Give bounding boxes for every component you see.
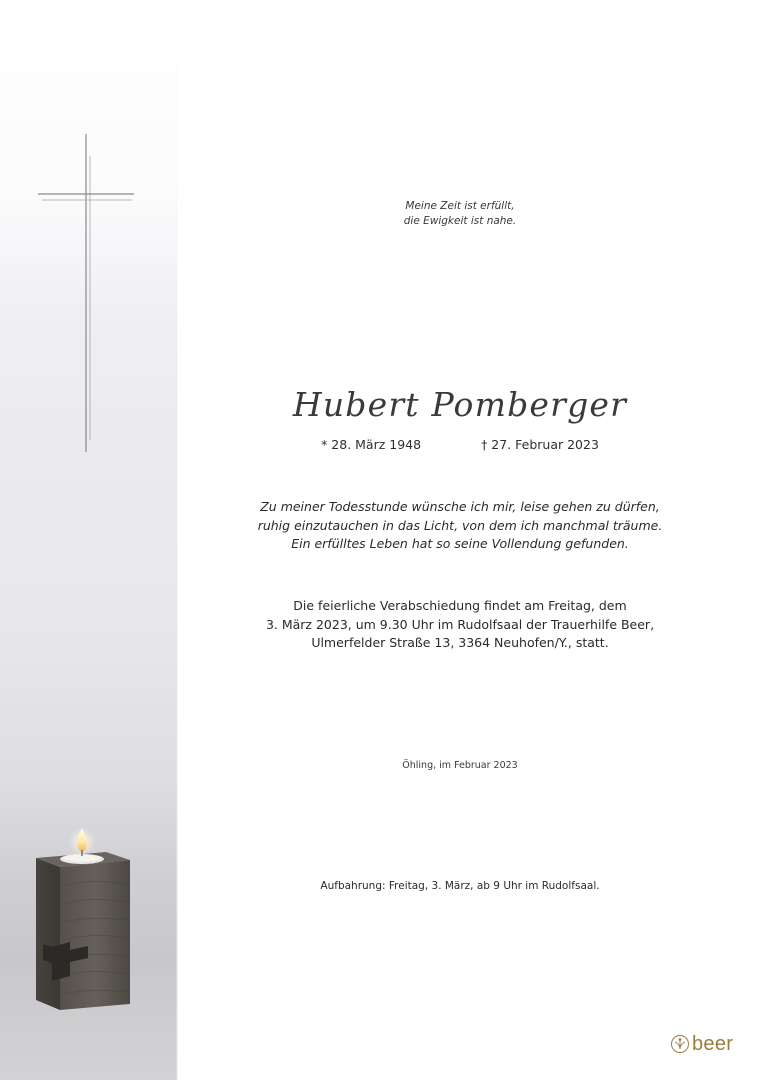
quote-line: ruhig einzutauchen in das Licht, von dem ich manchmal träume.	[257, 517, 663, 533]
motto-line: Meine Zeit ist erfüllt,	[405, 200, 515, 212]
viewing-notice: Aufbahrung: Freitag, 3. März, ab 9 Uhr im Rudolfsaal.	[320, 880, 600, 892]
birth-date: * 28. März 1948	[321, 437, 422, 452]
brand-name: beer	[692, 1032, 734, 1055]
life-dates	[180, 436, 740, 454]
quote	[180, 498, 740, 554]
ceremony-line: 3. März 2023, um 9.30 Uhr im Rudolfsaal der Trauerhilfe Beer,	[265, 616, 655, 632]
ceremony-notice	[180, 597, 740, 653]
motto	[180, 199, 740, 229]
candle-icon	[30, 826, 140, 1016]
deceased-name: Hubert Pomberger	[292, 385, 628, 424]
motto-line: die Ewigkeit ist nahe.	[403, 215, 517, 227]
cross-icon	[36, 134, 136, 454]
quote-line: Zu meiner Todesstunde wünsche ich mir, leise gehen zu dürfen,	[260, 499, 660, 514]
place-date: Öhling, im Februar 2023	[402, 760, 518, 771]
flower-icon	[670, 1034, 690, 1054]
quote-line: Ein erfülltes Leben hat so seine Vollendung gefunden.	[291, 536, 629, 551]
death-date: † 27. Februar 2023	[481, 437, 599, 452]
ceremony-line: Die feierliche Verabschiedung findet am Freitag, dem	[293, 598, 627, 613]
side-panel-edge	[176, 0, 178, 1080]
ceremony-line: Ulmerfelder Straße 13, 3364 Neuhofen/Y., statt.	[311, 635, 609, 650]
brand-logo	[670, 1032, 733, 1056]
